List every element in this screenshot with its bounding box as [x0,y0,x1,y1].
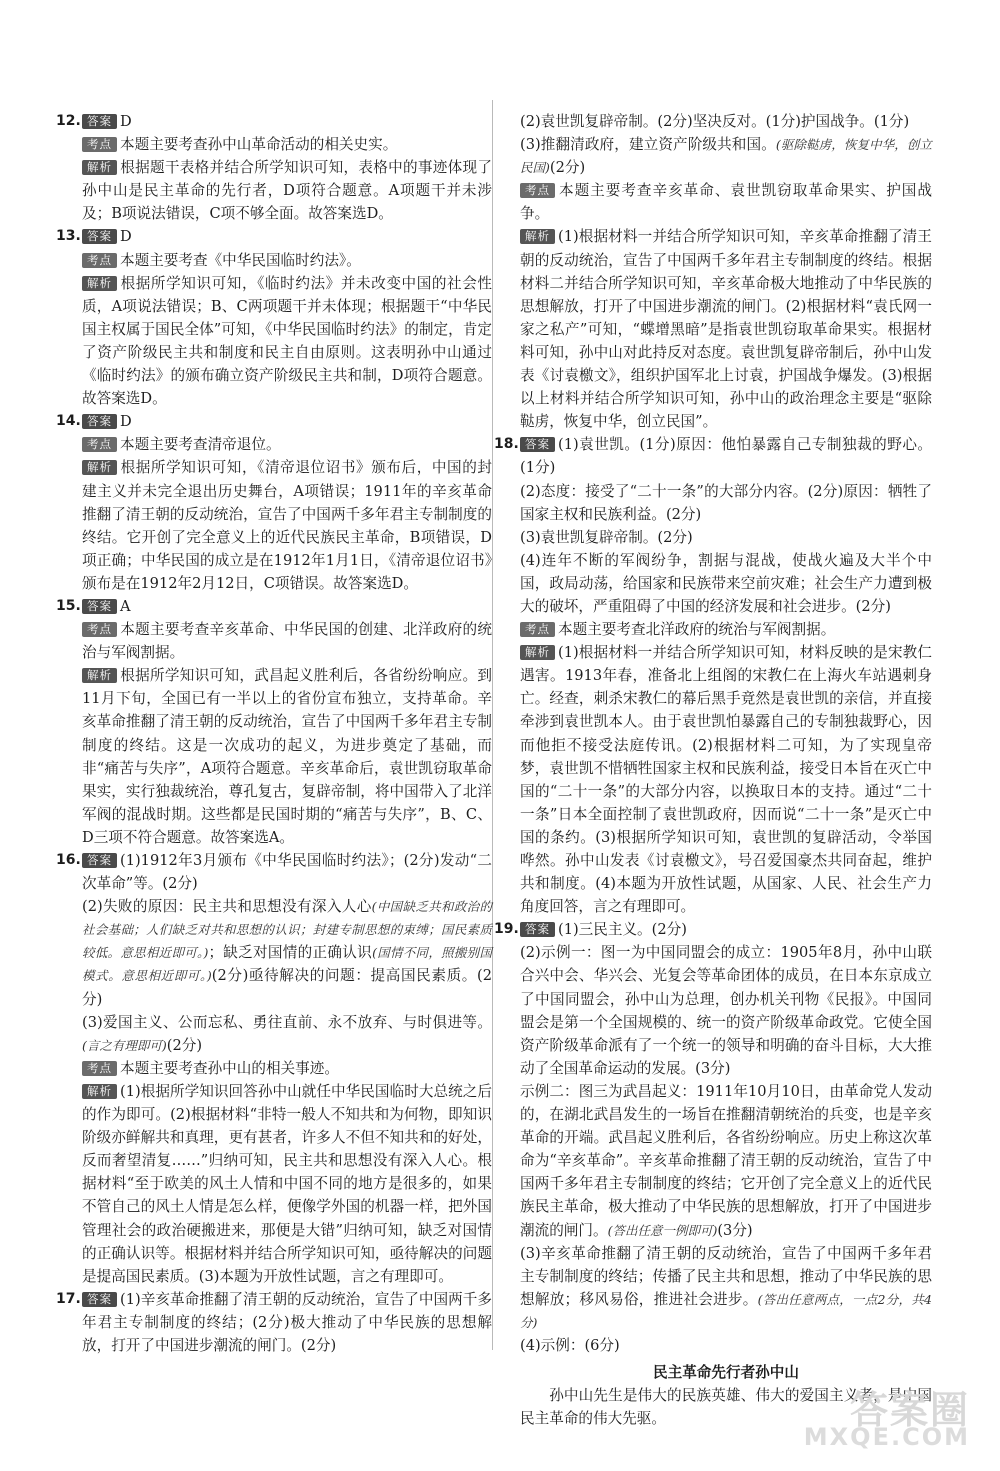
answer-tag: 答案 [82,114,117,129]
jiexi-tag: 解析 [82,460,117,475]
jiexi-tag: 解析 [82,276,117,291]
answer-tag: 答案 [82,414,117,429]
kaodian-tag: 考点 [82,437,117,452]
question-number: 19. [494,921,519,938]
jiexi-tag: 解析 [82,1084,117,1099]
kaodian-tag: 考点 [520,622,555,637]
question-number: 14. [56,413,81,430]
jiexi-tag: 解析 [520,645,555,660]
question-19 [494,918,932,1430]
kaodian-tag: 考点 [82,253,117,268]
answer-note: (答出任意两点，一点2分，共4分) [520,1291,932,1330]
answer-value: D [120,113,132,130]
right-column [494,110,932,1430]
kaodian-text: 本题主要考查孙中山革命活动的相关史实。 [120,136,398,154]
jiexi-text: (1)根据材料一并结合所学知识可知，材料反映的是宋教仁遇害。1913年春，准备北上组阁的宋教仁在上海火车站遇刺身亡。经查，刺杀宋教仁的幕后黑手竟然是袁世凯的亲信，并直接牵涉到袁世凯本人。由于袁世凯怕暴露自己的专制独裁野心，因而他拒不接受法庭传讯。(2)根据材料二可知，为了实现皇帝梦，袁世凯不惜牺牲国家主权和民族利益，接受日本旨在灭亡中国的“二十一条”的大部分内容，以换取日本的支持。通过“二十一条”日本全面控制了袁世凯政府，因而说“二十一条”是灭亡中国的条约。(3)根据所学知识可知，袁世凯的复辟活动，令举国哗然。孙中山发表《讨袁檄文》，号召爱国豪杰共同奋起，维护共和制度。(4)本题为开放性试题，从国家、人民、社会生产力角度回答，言之有理即可。 [520,644,932,916]
answer-part-4: (4)连年不断的军阀纷争，割据与混战，使战火遍及大半个中国，政局动荡，给国家和民族带来空前灾难；社会生产力遭到极大的破坏，严重阻碍了中国的经济发展和社会进步。(2分) [520,551,932,615]
answer-part-2b: ；缺乏对国情的正确认识 [208,944,373,962]
answer-score: (2分) [166,1036,203,1054]
kaodian-text: 本题主要考查辛亥革命、中华民国的创建、北洋政府的统治与军阀割据。 [82,621,492,662]
question-17-continued [520,110,932,433]
answer-note: (国情不同，照搬别国模式。意思相近即可。) [82,945,492,984]
answer-part-2: (2)示例一：图一为中国同盟会的成立：1905年8月，孙中山联合兴中会、华兴会、光复会等革命团体的成员，在日本东京成立了中国同盟会，孙中山为总理，创办机关刊物《民报》。中国同盟会是第一个全国规模的、统一的资产阶级革命政党。它使全国资产阶级革命派有了一个统一的领导和明确的奋斗目标，大大推动了全国革命运动的发展。(3分) [520,944,932,1077]
jiexi-text: 根据题干表格并结合所学知识可知，表格中的事迹体现了孙中山是民主革命的先行者，D项符合题意。A项题干并未涉及；B项说法错误，C项不够全面。故答案选D。 [82,159,492,223]
watermark-logo [788,1379,978,1451]
answer-part-1: (1)三民主义。(2分) [558,921,687,939]
question-15 [56,595,492,849]
column-divider [492,100,493,1350]
kaodian-text: 本题主要考查孙中山的相关事迹。 [120,1059,339,1077]
answer-tag: 答案 [82,599,117,614]
answer-part-3: (3)袁世凯复辟帝制。(2分) [520,528,693,546]
question-number: 18. [494,436,519,453]
question-number: 17. [56,1290,81,1307]
kaodian-tag: 考点 [82,1061,117,1076]
essay-title: 民主革命先行者孙中山 [653,1364,799,1382]
answer-part-1: (1)袁世凯。(1分)原因：他怕暴露自己专制独裁的野心。(1分) [520,436,932,477]
kaodian-text: 本题主要考查北洋政府的统治与军阀割据。 [558,621,836,639]
answer-part-1: (1)辛亥革命推翻了清王朝的反动统治，宣告了中国两千多年君主专制制度的终结；(2分)极大推动了中华民族的思想解放，打开了中国进步潮流的闸门。(2分) [82,1290,492,1354]
kaodian-text: 本题主要考查清帝退位。 [120,436,281,454]
kaodian-tag: 考点 [82,622,117,637]
jiexi-tag: 解析 [520,229,555,244]
question-12 [56,110,492,225]
answer-tag: 答案 [82,1292,117,1307]
answer-part-3: (3)辛亥革命推翻了清王朝的反动统治，宣告了中国两千多年君主专制制度的终结；传播了民主共和思想，推动了中华民族的思想解放；移风易俗，推进社会进步。 [520,1244,932,1308]
answer-note: (中国缺乏共和政治的社会基础；人们缺乏对共和思想的认识；封建专制思想的束缚；国民素质较低。意思相近即可。) [82,899,492,961]
answer-part-2: (2)失败的原因：民主共和思想没有深入人心 [82,898,372,916]
question-13 [56,225,492,410]
answer-part-2b: 示例二：图三为武昌起义：1911年10月10日，由革命党人发动的，在湖北武昌发生的一场旨在推翻清朝统治的兵变，也是辛亥革命的开端。武昌起义胜利后，各省纷纷响应。历史上称这次革命为“辛亥革命”。辛亥革命推翻了清王朝的反动统治，宣告了中国两千多年君主专制制度的终结；它开创了完全意义上的近代民族民主革命，极大推动了中华民族的思想解放，打开了中国进步潮流的闸门。 [520,1082,932,1239]
essay-body: 孙中山先生是伟大的民族英雄、伟大的爱国主义者，是中国民主革命的伟大先驱。 [520,1387,932,1428]
question-number: 13. [56,228,81,245]
answer-part-1: (1)1912年3月颁布《中华民国临时约法》；(2分)发动“二次革命”等。(2分) [82,852,492,893]
kaodian-tag: 考点 [520,183,555,198]
jiexi-text: (1)根据材料一并结合所学知识可知，辛亥革命推翻了清王朝的反动统治，宣告了中国两千多年君主专制制度的终结。根据材料二并结合所学知识可知，辛亥革命极大地推动了中华民族的思想解放，打开了中国进步潮流的闸门。(2)根据材料“袁氏网一家之私产”可知，“蝶增黑暗”是指袁世凯窃取革命果实。根据材料可知，孙中山对此持反对态度。袁世凯复辟帝制后，孙中山发表《讨袁檄文》，组织护国军北上讨袁，护国战争爆发。(3)根据以上材料并结合所学知识可知，孙中山的政治理念主要是“驱除鞑虏，恢复中华，创立民国”。 [520,228,932,431]
jiexi-text: (1)根据所学知识回答孙中山就任中华民国临时大总统之后的作为即可。(2)根据材料“非特一般人不知共和为何物，即知识阶级亦鲜解共和真理，更有甚者，许多人不但不知共和的好处，反而奢望清复……”归纳可知，民主共和思想没有深入人心。根据材料“至于欧美的风土人情和中国不同的地方是很多的，如果不管自己的风土人情是怎么样，便像学外国的机器一样，把外国管理社会的政治硬搬进来，那便是大错”归纳可知，缺乏对国情的正确认识等。根据材料并结合所学知识可知，亟待解决的问题是提高国民素质。(3)本题为开放性试题，言之有理即可。 [82,1082,492,1285]
answer-note: (答出任意一例即可) [607,1222,718,1238]
answer-note: (言之有理即可) [82,1037,167,1053]
answer-part-3: (3)推翻清政府，建立资产阶级共和国。 [520,136,776,154]
answer-tag: 答案 [520,437,555,452]
watermark-text: 答案圈 [849,1388,970,1432]
question-17 [56,1288,492,1357]
answer-tag: 答案 [520,922,555,937]
answer-part-2c: (2分)亟待解决的问题：提高国民素质。(2分) [82,967,492,1008]
answer-note: (驱除鞑虏，恢复中华，创立民国) [520,137,932,176]
question-number: 15. [56,597,81,614]
jiexi-tag: 解析 [82,668,117,683]
question-16 [56,849,492,1288]
kaodian-text: 本题主要考查《中华民国临时约法》。 [120,251,361,269]
answer-value: D [120,228,132,246]
answer-score: (2分) [549,159,586,177]
watermark-url: MXQE.COM [803,1423,970,1451]
kaodian-text: 本题主要考查辛亥革命、袁世凯窃取革命果实、护国战争。 [520,182,932,223]
answer-part-4: (4)示例：(6分) [520,1336,620,1354]
answer-tag: 答案 [82,853,117,868]
answer-score: (3分) [717,1221,753,1239]
answer-part-2: (2)袁世凯复辟帝制。(2分)坚决反对。(1分)护国战争。(1分) [520,113,910,130]
question-number: 12. [56,113,81,129]
answer-value: D [120,413,132,431]
answer-part-3: (3)爱国主义、公而忘私、勇往直前、永不放弃、与时俱进等。 [82,1013,492,1031]
answer-part-2: (2)态度：接受了“二十一条”的大部分内容。(2分)原因：牺牲了国家主权和民族利益。(2分) [520,482,932,523]
left-column [56,110,492,1357]
jiexi-text: 根据所学知识可知，武昌起义胜利后，各省纷纷响应。到11月下旬，全国已有一半以上的省份宣布独立，支持革命。辛亥革命推翻了清王朝的反动统治，宣告了中国两千多年君主专制制度的终结。这是一次成功的起义，为进步奠定了基础，而非“痛苦与失序”，A项符合题意。辛亥革命后，袁世凯窃取革命果实，实行独裁统治，尊孔复古，复辟帝制，将中国带入了北洋军阀的混战时期。这些都是民国时期的“痛苦与失序”，B、C、D三项不符合题意。故答案选A。 [82,667,492,846]
question-number: 16. [56,852,81,868]
kaodian-tag: 考点 [82,137,117,152]
jiexi-text: 根据所学知识可知，《临时约法》并未改变中国的社会性质，A项说法错误；B、C两项题干并未体现；根据题干“中华民国主权属于国民全体”可知，《中华民国临时约法》的制定，肯定了资产阶级民主共和制度和民主自由原则。这表明孙中山通过《临时约法》的颁布确立资产阶级民主共和制，D项符合题意。故答案选D。 [82,274,492,408]
question-14 [56,410,492,595]
question-18 [494,433,932,918]
answer-value: A [120,597,131,615]
jiexi-tag: 解析 [82,160,117,175]
answer-tag: 答案 [82,229,117,244]
jiexi-text: 根据所学知识可知，《清帝退位诏书》颁布后，中国的封建主义并未完全退出历史舞台，A项错误；1911年的辛亥革命推翻了清王朝的反动统治，宣告了中国两千多年君主专制制度的终结。它开创了完全意义上的近代民族民主革命，B项错误，D项正确；中华民国的成立是在1912年1月1日，《清帝退位诏书》颁布是在1912年2月12日，C项错误。故答案选D。 [82,459,492,592]
